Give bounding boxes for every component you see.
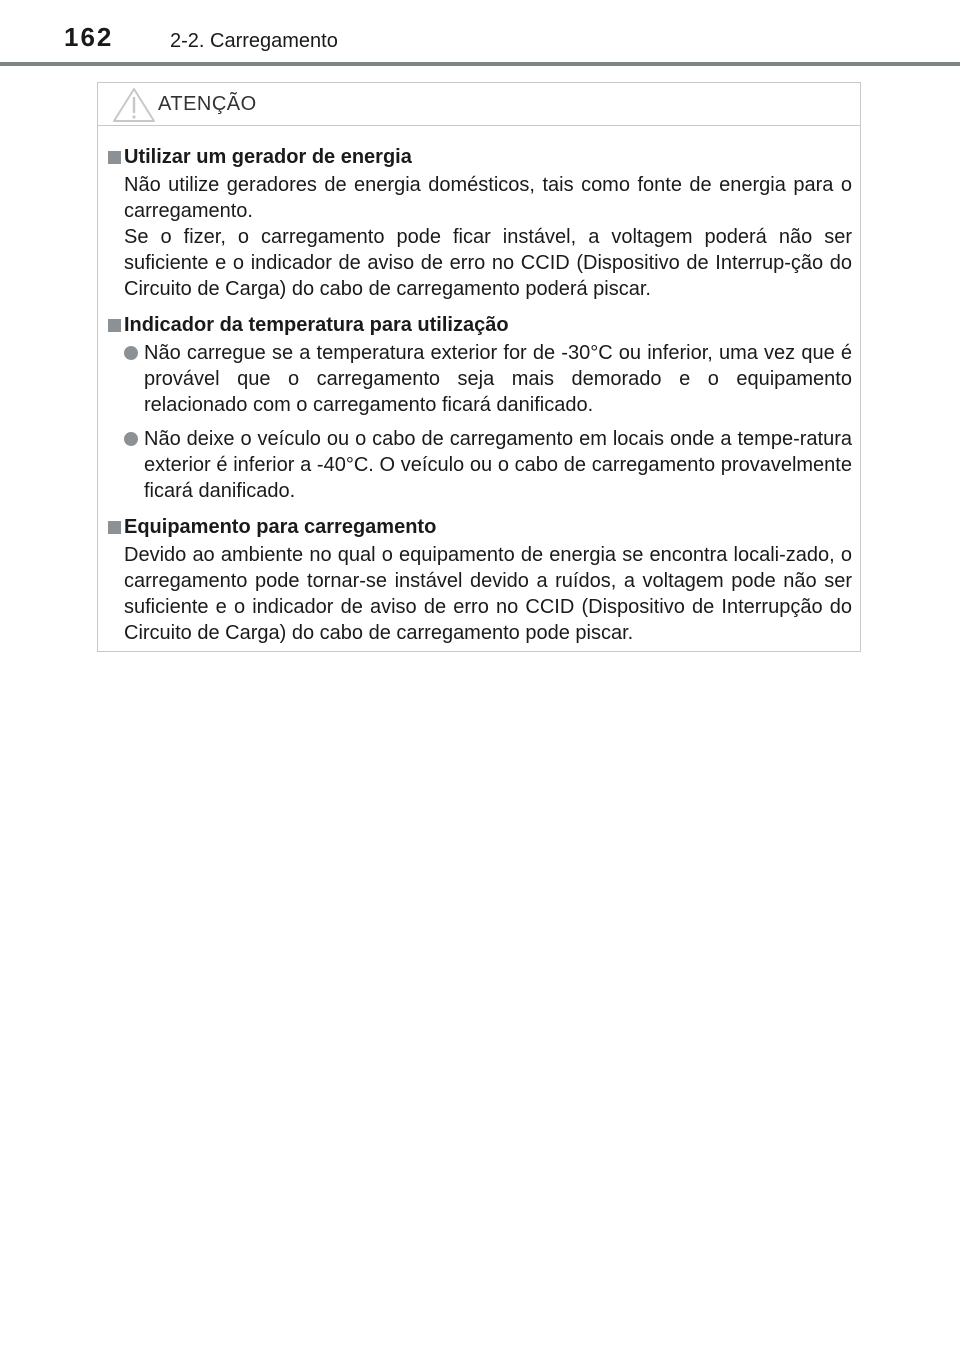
section-heading (98, 514, 852, 540)
warning-label: ATENÇÃO (158, 93, 257, 115)
section-heading-text: Indicador da temperatura para utilização (124, 314, 509, 336)
section-temperature (98, 312, 852, 504)
list-item (98, 340, 852, 418)
dot-bullet-icon (124, 346, 138, 360)
page-header (0, 0, 960, 70)
warning-body (98, 126, 860, 646)
section-generator (98, 144, 852, 302)
dot-bullet-icon (124, 432, 138, 446)
section-heading-text: Equipamento para carregamento (124, 516, 437, 538)
section-heading (98, 312, 852, 338)
paragraph: Não utilize geradores de energia domésticos, tais como fonte de energia para o carregamento. (124, 174, 852, 222)
section-title: 2-2. Carregamento (170, 30, 338, 52)
square-bullet-icon (108, 521, 121, 534)
paragraph: Devido ao ambiente no qual o equipamento de energia se encontra locali-zado, o carregamento pode tornar-se instável devido a ruídos, a voltagem pode não ser suficiente e o indicador de aviso de erro no CCID (Dispositivo de Interrupção do Circuito de Carga) do cabo de carregamento pode piscar. (124, 544, 852, 644)
warning-box (97, 82, 861, 652)
warning-header (98, 83, 860, 126)
square-bullet-icon (108, 151, 121, 164)
list-item-text: Não deixe o veículo ou o cabo de carregamento em locais onde a tempe-ratura exterior é inferior a -40°C. O veículo ou o cabo de carregamento provavelmente ficará danificado. (144, 428, 852, 502)
paragraph: Se o fizer, o carregamento pode ficar instável, a voltagem poderá não ser suficiente e o indicador de aviso de erro no CCID (Dispositivo de Interrup-ção do Circuito de Carga) do cabo de carregamento poderá piscar. (124, 226, 852, 300)
section-equipment (98, 514, 852, 646)
list-item (98, 426, 852, 504)
section-heading (98, 144, 852, 170)
section-heading-text: Utilizar um gerador de energia (124, 146, 412, 168)
square-bullet-icon (108, 319, 121, 332)
page-number: 162 (64, 22, 114, 52)
header-rule (0, 62, 960, 66)
warning-triangle-icon (112, 87, 156, 123)
list-item-text: Não carregue se a temperatura exterior for de -30°C ou inferior, uma vez que é provável que o carregamento seja mais demorado e o equipamento relacionado com o carregamento ficará danificado. (144, 342, 852, 416)
